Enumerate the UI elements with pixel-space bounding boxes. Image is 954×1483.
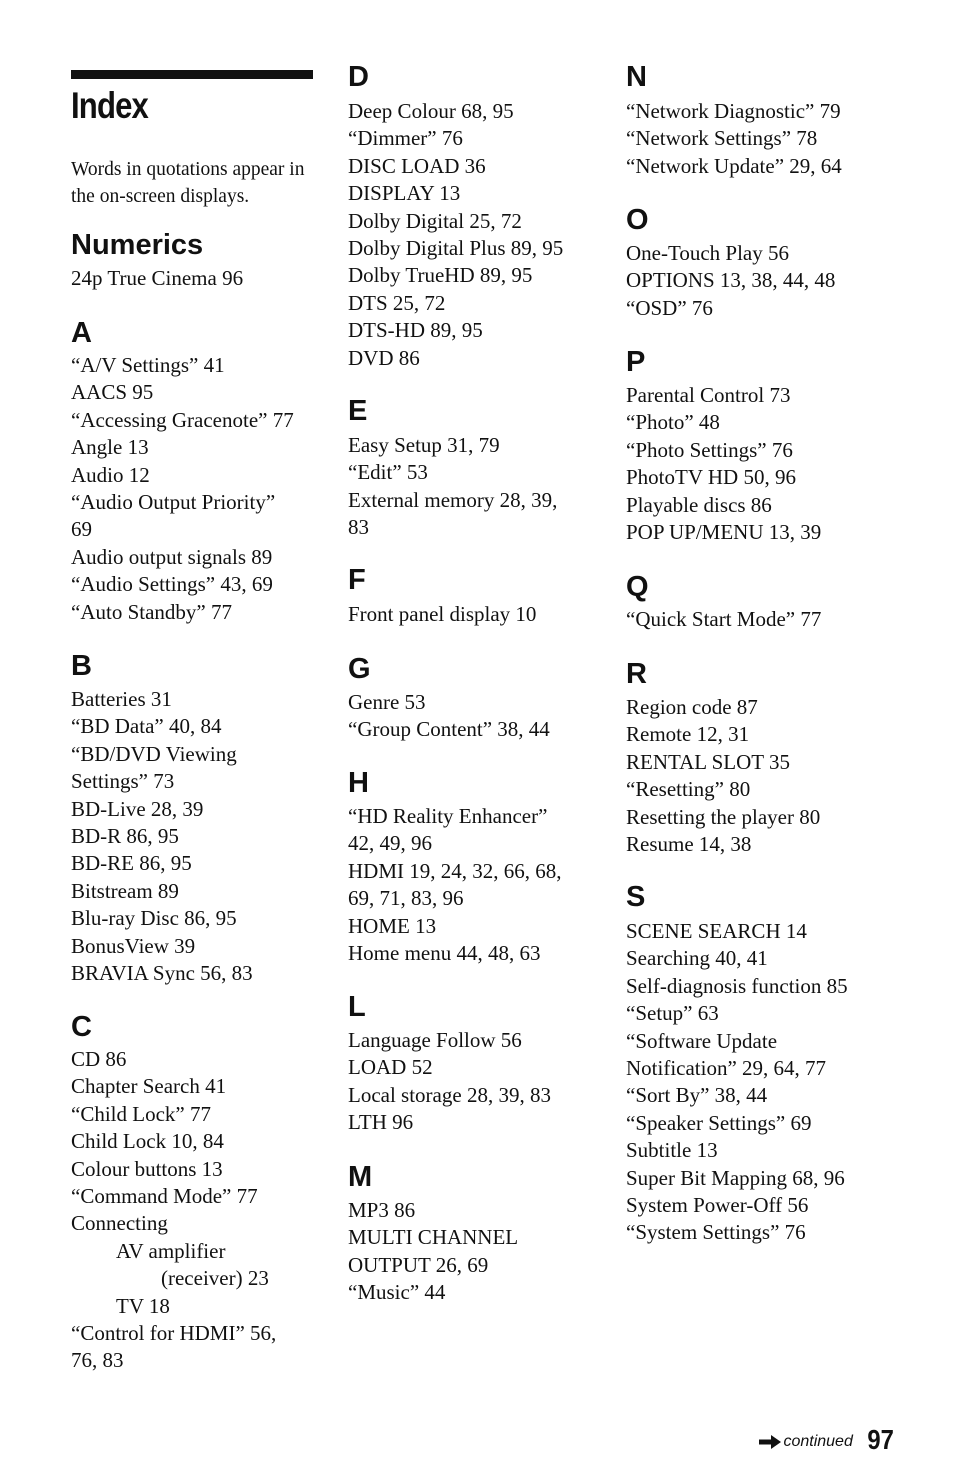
index-entry: MP3 86 bbox=[348, 1198, 416, 1222]
index-entry: BD-RE 86, 95 bbox=[71, 851, 192, 876]
entry-list-b bbox=[71, 686, 321, 987]
index-entry: POP UP/MENU 13, 39 bbox=[626, 520, 822, 545]
index-entry: External memory 28, 39, bbox=[348, 487, 558, 512]
entry-list-f bbox=[348, 601, 598, 628]
section-heading-h: H bbox=[348, 767, 369, 799]
index-entry: BonusView 39 bbox=[71, 933, 196, 958]
index-entry: Dolby Digital Plus 89, 95 bbox=[348, 236, 564, 261]
section-heading-numerics: Numerics bbox=[71, 229, 204, 261]
page-number: 97 bbox=[867, 1424, 894, 1455]
section-heading-p: P bbox=[626, 346, 646, 378]
entry-list-g bbox=[348, 689, 598, 744]
index-entry: Easy Setup 31, 79 bbox=[348, 433, 500, 457]
index-entry: System Power-Off 56 bbox=[626, 1193, 809, 1218]
index-entry: “Resetting” 80 bbox=[626, 777, 751, 802]
index-entry: “Software Update bbox=[626, 1028, 778, 1053]
section-heading-r: R bbox=[626, 658, 647, 690]
entry-list-s bbox=[626, 918, 886, 1247]
index-entry: 83 bbox=[348, 515, 369, 540]
entry-list-h bbox=[348, 803, 598, 967]
entry-list-m bbox=[348, 1197, 598, 1307]
index-entry: Genre 53 bbox=[348, 690, 426, 714]
entry-list-numerics bbox=[71, 265, 321, 292]
index-entry: “Dimmer” 76 bbox=[348, 126, 463, 151]
index-entry: RENTAL SLOT 35 bbox=[626, 749, 790, 774]
index-entry: AV amplifier bbox=[116, 1238, 226, 1263]
index-entry: Resetting the player 80 bbox=[626, 804, 821, 829]
index-entry: Front panel display 10 bbox=[348, 602, 537, 626]
section-heading-a: A bbox=[71, 317, 92, 349]
index-entry: “OSD” 76 bbox=[626, 295, 713, 320]
index-entry: BD-R 86, 95 bbox=[71, 824, 179, 849]
entry-list-e bbox=[348, 432, 598, 542]
index-entry: Chapter Search 41 bbox=[71, 1074, 227, 1099]
index-entry: Playable discs 86 bbox=[626, 492, 772, 517]
index-entry: (receiver) 23 bbox=[161, 1266, 269, 1291]
section-heading-d: D bbox=[348, 61, 369, 93]
index-entry: Audio output signals 89 bbox=[71, 544, 273, 569]
index-entry: “Photo Settings” 76 bbox=[626, 437, 793, 462]
index-entry: DISPLAY 13 bbox=[348, 181, 461, 206]
index-entry: “Network Update” 29, 64 bbox=[626, 153, 842, 178]
index-entry: “Audio Output Priority” bbox=[71, 490, 276, 515]
section-heading-g: G bbox=[348, 653, 371, 685]
index-entry: “Network Settings” 78 bbox=[626, 126, 818, 151]
index-entry: “Sort By” 38, 44 bbox=[626, 1083, 768, 1108]
section-heading-l: L bbox=[348, 991, 366, 1023]
index-entry: CD 86 bbox=[71, 1047, 127, 1071]
index-entry: AACS 95 bbox=[71, 380, 154, 405]
title-rule bbox=[71, 70, 313, 79]
entry-list-q bbox=[626, 606, 886, 633]
index-entry: Batteries 31 bbox=[71, 687, 172, 711]
index-entry: “Network Diagnostic” 79 bbox=[626, 99, 841, 123]
index-entry: 42, 49, 96 bbox=[348, 831, 432, 856]
index-entry: BD-Live 28, 39 bbox=[71, 796, 204, 821]
index-entry: “BD/DVD Viewing bbox=[71, 741, 237, 766]
index-entry: “Photo” 48 bbox=[626, 410, 720, 435]
index-entry: Dolby TrueHD 89, 95 bbox=[348, 263, 533, 288]
index-entry: Language Follow 56 bbox=[348, 1028, 522, 1052]
index-entry: TV 18 bbox=[116, 1293, 170, 1318]
continued-label: continued bbox=[783, 1433, 853, 1450]
index-entry: “Speaker Settings” 69 bbox=[626, 1110, 812, 1135]
index-entry: Region code 87 bbox=[626, 695, 758, 719]
section-heading-s: S bbox=[626, 881, 646, 913]
index-entry: “Quick Start Mode” 77 bbox=[626, 607, 822, 631]
entry-list-r bbox=[626, 694, 886, 858]
index-entry: OUTPUT 26, 69 bbox=[348, 1252, 489, 1277]
entry-list-d bbox=[348, 98, 598, 372]
index-entry: “Setup” 63 bbox=[626, 1001, 719, 1026]
index-entry: DTS 25, 72 bbox=[348, 290, 446, 315]
page-footer bbox=[759, 1424, 896, 1456]
index-entry: OPTIONS 13, 38, 44, 48 bbox=[626, 268, 836, 293]
entry-list-a bbox=[71, 352, 321, 626]
section-heading-m: M bbox=[348, 1161, 373, 1193]
index-entry: “Edit” 53 bbox=[348, 460, 428, 485]
index-entry: “Audio Settings” 43, 69 bbox=[71, 572, 273, 597]
index-entry: 69, 71, 83, 96 bbox=[348, 886, 464, 911]
index-entry: HDMI 19, 24, 32, 66, 68, bbox=[348, 858, 562, 883]
index-entry: Parental Control 73 bbox=[626, 383, 791, 407]
index-entry: Notification” 29, 64, 77 bbox=[626, 1056, 827, 1081]
index-entry: “Accessing Gracenote” 77 bbox=[71, 407, 294, 432]
page-title: Index bbox=[71, 85, 148, 126]
index-entry: MULTI CHANNEL bbox=[348, 1225, 519, 1250]
index-entry: Home menu 44, 48, 63 bbox=[348, 941, 541, 966]
index-entry: Resume 14, 38 bbox=[626, 832, 752, 857]
index-entry: Subtitle 13 bbox=[626, 1138, 718, 1163]
index-entry: SCENE SEARCH 14 bbox=[626, 919, 807, 943]
section-heading-c: C bbox=[71, 1011, 92, 1043]
index-entry: 69 bbox=[71, 517, 92, 542]
index-entry: “Music” 44 bbox=[348, 1280, 446, 1305]
index-entry: Blu-ray Disc 86, 95 bbox=[71, 906, 237, 931]
index-entry: Deep Colour 68, 95 bbox=[348, 99, 514, 123]
entry-list-o bbox=[626, 240, 886, 322]
right-arrow-icon bbox=[759, 1435, 781, 1449]
continued-indicator bbox=[759, 1433, 852, 1451]
section-heading-q: Q bbox=[626, 571, 649, 603]
index-entry: Settings” 73 bbox=[71, 769, 175, 794]
index-entry: Child Lock 10, 84 bbox=[71, 1129, 224, 1154]
index-entry: PhotoTV HD 50, 96 bbox=[626, 465, 796, 490]
index-entry: Local storage 28, 39, 83 bbox=[348, 1082, 551, 1107]
index-entry: BRAVIA Sync 56, 83 bbox=[71, 961, 253, 986]
index-entry: Super Bit Mapping 68, 96 bbox=[626, 1165, 845, 1190]
index-entry: Audio 12 bbox=[71, 462, 150, 487]
index-entry: DISC LOAD 36 bbox=[348, 153, 486, 178]
index-entry: “A/V Settings” 41 bbox=[71, 353, 225, 377]
index-entry: LOAD 52 bbox=[348, 1055, 433, 1080]
index-entry: Connecting bbox=[71, 1211, 168, 1236]
index-entry: DTS-HD 89, 95 bbox=[348, 318, 483, 343]
index-entry: HOME 13 bbox=[348, 913, 437, 938]
section-heading-n: N bbox=[626, 61, 647, 93]
section-heading-b: B bbox=[71, 650, 92, 682]
index-entry: Self-diagnosis function 85 bbox=[626, 973, 848, 998]
index-entry: “Group Content” 38, 44 bbox=[348, 717, 550, 742]
index-entry: “BD Data” 40, 84 bbox=[71, 714, 222, 739]
entry-list-c bbox=[71, 1046, 321, 1375]
index-entry: Angle 13 bbox=[71, 435, 149, 460]
index-entry: “Control for HDMI” 56, bbox=[71, 1321, 277, 1346]
entry-list-n bbox=[626, 98, 886, 180]
index-entry: 24p True Cinema 96 bbox=[71, 266, 244, 290]
section-heading-f: F bbox=[348, 564, 366, 596]
section-heading-o: O bbox=[626, 204, 649, 236]
index-entry: “HD Reality Enhancer” bbox=[348, 804, 548, 828]
intro-note: Words in quotations appear in the on-screen displays. bbox=[71, 159, 305, 207]
index-entry: “Child Lock” 77 bbox=[71, 1101, 211, 1126]
entry-list-p bbox=[626, 382, 886, 546]
index-entry: “System Settings” 76 bbox=[626, 1220, 806, 1245]
index-entry: Colour buttons 13 bbox=[71, 1156, 223, 1181]
index-entry: “Auto Standby” 77 bbox=[71, 599, 232, 624]
entry-list-l bbox=[348, 1027, 598, 1137]
section-heading-e: E bbox=[348, 395, 368, 427]
index-entry: DVD 86 bbox=[348, 345, 420, 370]
index-entry: Searching 40, 41 bbox=[626, 946, 768, 971]
index-entry: “Command Mode” 77 bbox=[71, 1184, 258, 1209]
index-entry: Remote 12, 31 bbox=[626, 722, 750, 747]
index-entry: LTH 96 bbox=[348, 1110, 414, 1135]
index-entry: 76, 83 bbox=[71, 1348, 124, 1373]
index-entry: One-Touch Play 56 bbox=[626, 241, 789, 265]
index-entry: Dolby Digital 25, 72 bbox=[348, 208, 522, 233]
index-entry: Bitstream 89 bbox=[71, 878, 179, 903]
